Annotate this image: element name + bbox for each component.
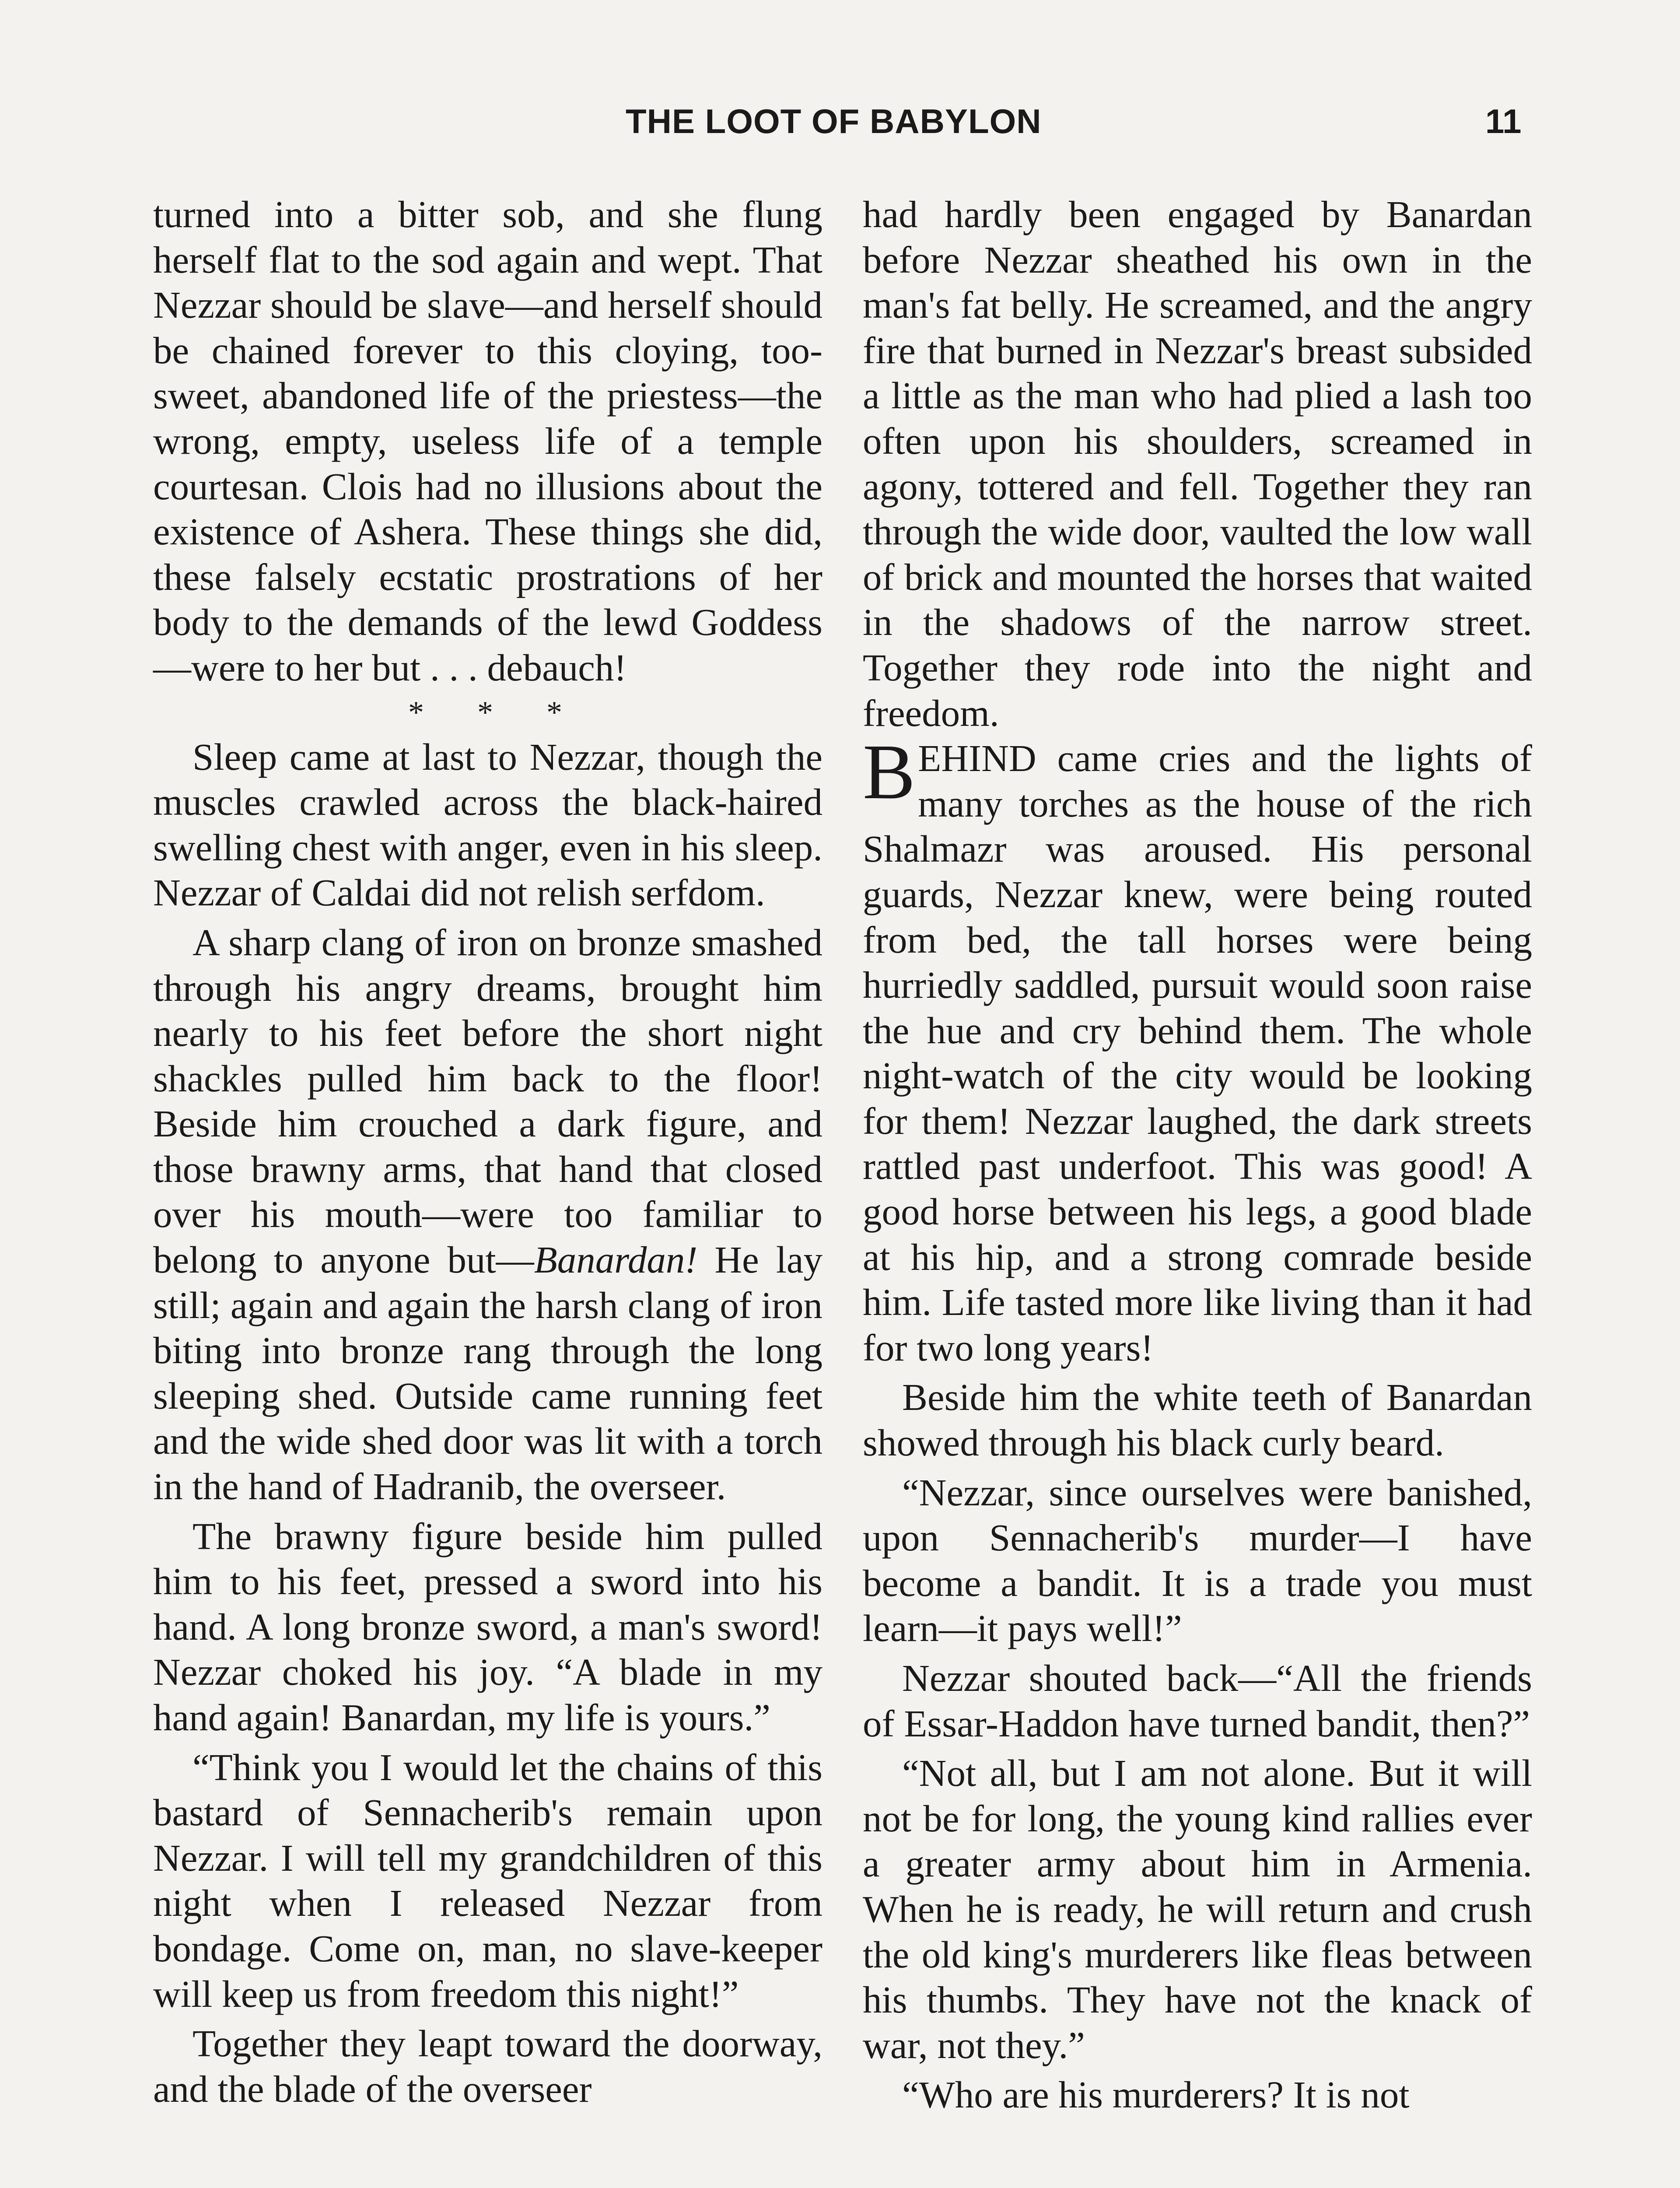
- paragraph: “Think you I would let the chains of this bastard of Sennacherib's remain upon Nezzar. I will tell my grandchildren of this night when I released Nezzar from bondage. Come on, man, no slave-keeper will keep us from freedom this night!”: [153, 1746, 822, 2015]
- paragraph: “Not all, but I am not alone. But it will not be for long, the young kind rallies ever a greater army about him in Armenia. When he is ready, he will return and crush the old king's murderers like fleas between his thumbs. They have not the knack of war, not they.”: [863, 1752, 1532, 2066]
- section-ornament: * * *: [408, 694, 585, 730]
- italic-name: Banardan!: [534, 1238, 698, 1281]
- paragraph: Nezzar shouted back—“All the friends of Essar-Haddon have turned bandit, then?”: [863, 1657, 1532, 1745]
- paragraph: The brawny figure beside him pulled him to his feet, pressed a sword into his hand. A long bronze sword, a man's sword! Nezzar choked his joy. “A blade in my hand again! Banardan, my life is yours.”: [153, 1515, 822, 1739]
- paragraph: [153, 920, 822, 1509]
- running-head: [0, 97, 1680, 145]
- right-column: [863, 192, 1532, 2118]
- page-number: 11: [1485, 102, 1522, 140]
- story-title: THE LOOT OF BABYLON: [626, 102, 1042, 140]
- paragraph: Beside him the white teeth of Banardan showed through his black curly beard.: [863, 1376, 1532, 1464]
- paragraph: Sleep came at last to Nezzar, though the muscles crawled across the black-haired swelling chest with anger, even in his sleep. Nezzar of Caldai did not relish serfdom.: [153, 735, 822, 914]
- paragraph-text: EHIND came cries and the lights of many torches as the house of the rich Shalmazr was aroused. His personal guards, Nezzar knew, were being routed from bed, the tall horses were being hurriedly saddled, pursuit would soon raise the hue and cry behind them. The whole night-watch of the city would be looking for them! Nezzar laughed, the dark streets rattled past underfoot. This was good! A good horse between his legs, a good blade at his hip, and a strong comrade beside him. Life tasted more like living than it had for two long years!: [863, 737, 1532, 1369]
- drop-cap: B: [863, 728, 916, 816]
- paragraph: turned into a bitter sob, and she flung herself flat to the sod again and wept. That Nezzar should be slave—and herself should be chained forever to this cloying, too-sweet, abandoned life of the priestess—the wrong, empty, useless life of a temple courtesan. Clois had no illusions about the existence of Ashera. These things she did, these falsely ecstatic prostrations of her body to the demands of the lewd Goddess—were to her but . . . debauch!: [153, 193, 822, 689]
- paragraph: “Who are his murderers? It is not: [902, 2073, 1410, 2116]
- paragraph: had hardly been engaged by Banardan before Nezzar sheathed his own in the man's fat belly. He screamed, and the angry fire that burned in Nezzar's breast subsided a little as the man who had plied a lash too often upon his shoulders, screamed in agony, tottered and fell. Together they ran through the wide door, vaulted the low wall of brick and mounted the horses that waited in the shadows of the narrow street. Together they rode into the night and freedom.: [863, 193, 1532, 734]
- paragraph-text: He lay still; again and again the harsh clang of iron biting into bronze rang through the long sleeping shed. Outside came running feet and the wide shed door was lit with a torch in the hand of Hadranib, the overseer.: [153, 1238, 822, 1508]
- paragraph: “Nezzar, since ourselves were banished, upon Sennacherib's murder—I have become a bandit. It is a trade you must learn—it pays well!”: [863, 1471, 1532, 1650]
- left-column: [153, 192, 822, 2111]
- paragraph: Together they leapt toward the doorway, and the blade of the overseer: [153, 2022, 822, 2110]
- paragraph-with-drop-cap: [863, 728, 1532, 1370]
- paragraph-text: A sharp clang of iron on bronze smashed through his angry dreams, brought him nearly to his feet before the short night shackles pulled him back to the floor! Beside him crouched a dark figure, and those brawny arms, that hand that closed over his mouth—were too familiar to belong to anyone but—: [153, 921, 822, 1281]
